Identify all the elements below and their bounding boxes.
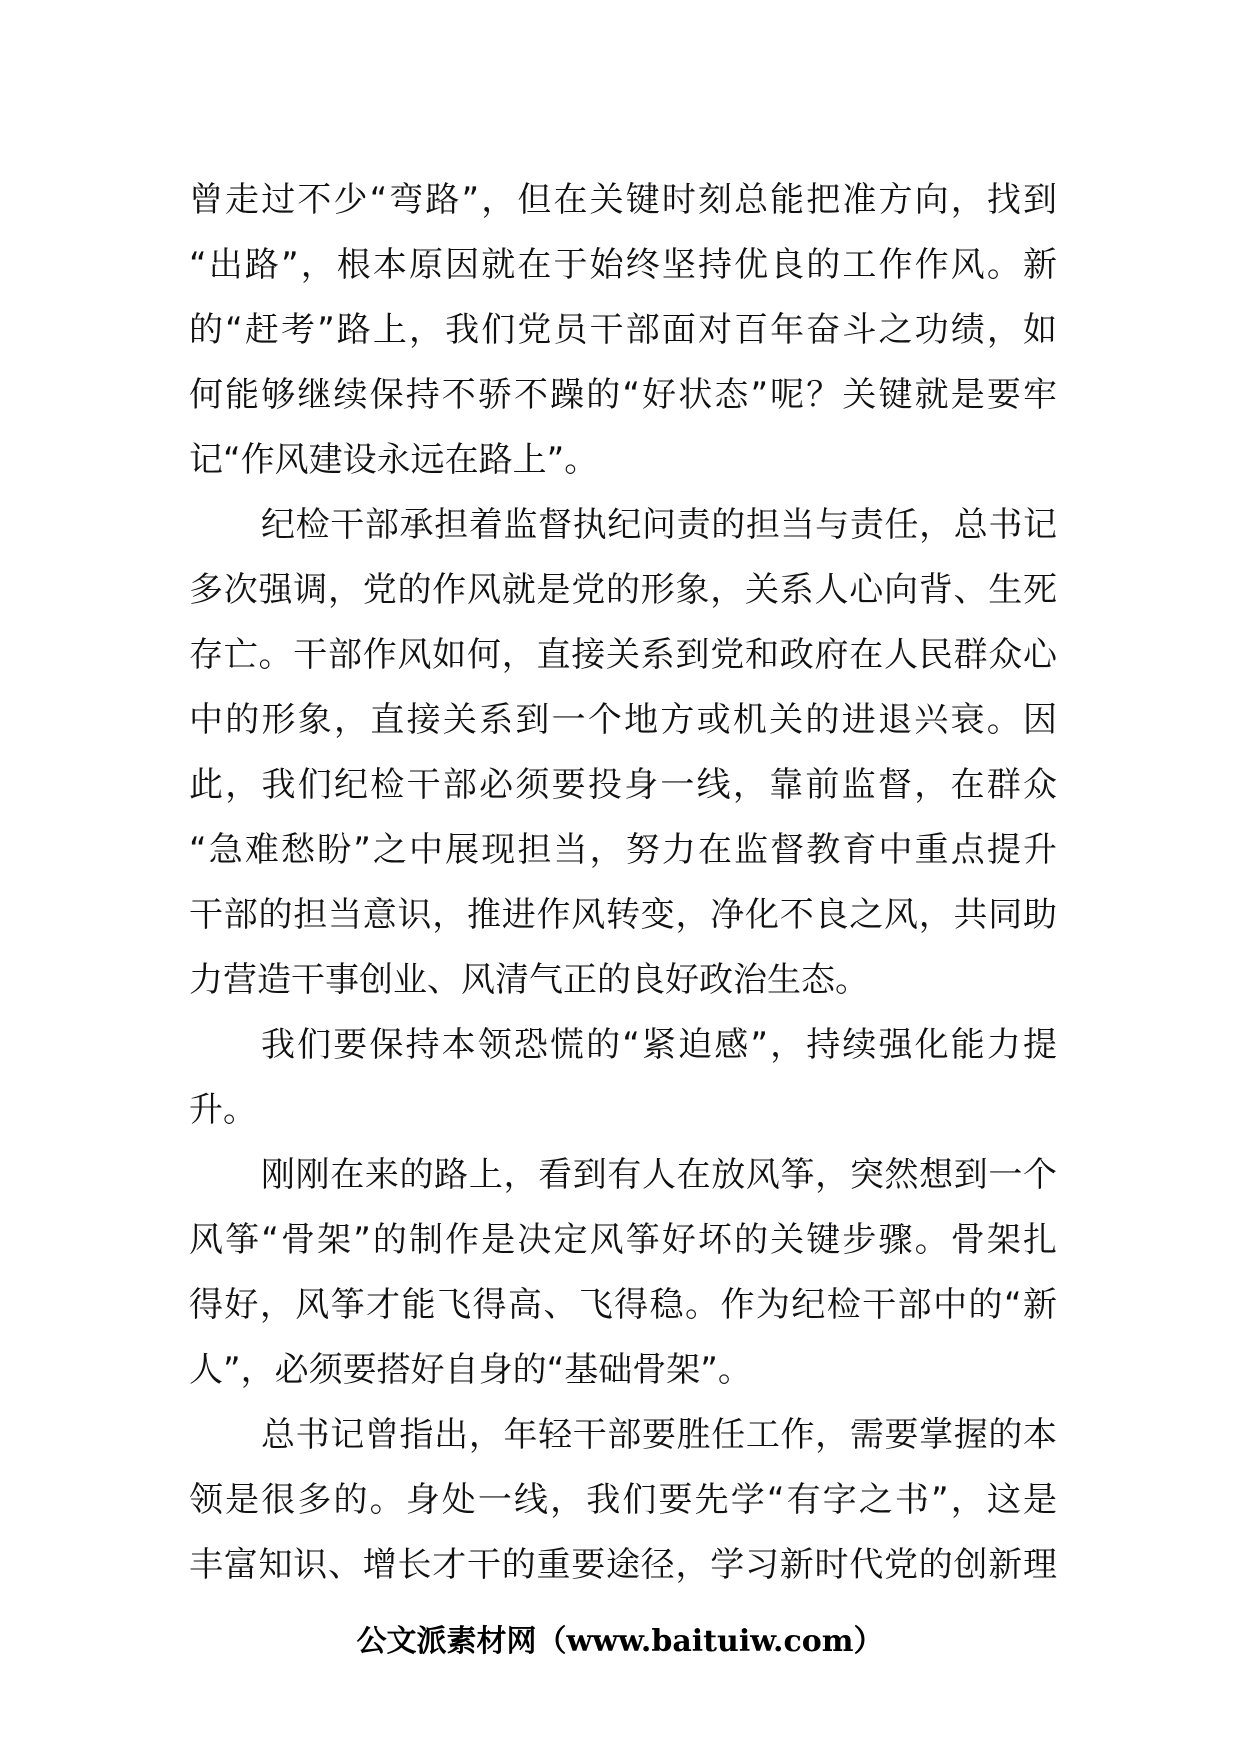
paragraph-3 bbox=[189, 1013, 1057, 1143]
text-line: 的“赶考”路上，我们党员干部面对百年奋斗之功绩，如 bbox=[189, 310, 1057, 350]
text-line: 多次强调，党的作风就是党的形象，关系人心向背、生死 bbox=[189, 570, 1057, 610]
paragraph-4 bbox=[189, 1143, 1057, 1403]
paragraph-5 bbox=[189, 1403, 1057, 1598]
text-line: 存亡。干部作风如何，直接关系到党和政府在人民群众心 bbox=[189, 635, 1057, 675]
text-line: 此，我们纪检干部必须要投身一线，靠前监督，在群众 bbox=[189, 765, 1057, 805]
text-line: 刚刚在来的路上，看到有人在放风筝，突然想到一个 bbox=[261, 1155, 1057, 1195]
text-line: “急难愁盼”之中展现担当，努力在监督教育中重点提升 bbox=[189, 830, 1057, 870]
text-line: 何能够继续保持不骄不躁的“好状态”呢？关键就是要牢 bbox=[189, 375, 1057, 415]
text-line: 得好，风筝才能飞得高、飞得稳。作为纪检干部中的“新 bbox=[189, 1285, 1057, 1325]
text-line: 丰富知识、增长才干的重要途径，学习新时代党的创新理 bbox=[189, 1545, 1057, 1585]
text-line: 升。 bbox=[189, 1090, 257, 1130]
text-line: 人”，必须要搭好自身的“基础骨架”。 bbox=[189, 1350, 752, 1390]
text-line: 力营造干事创业、风清气正的良好政治生态。 bbox=[189, 960, 869, 1000]
text-line: “出路”，根本原因就在于始终坚持优良的工作作风。新 bbox=[189, 245, 1057, 285]
footer-source: 公文派素材网（www.baituiw.com） bbox=[356, 1624, 884, 1659]
text-line: 风筝“骨架”的制作是决定风筝好坏的关键步骤。骨架扎 bbox=[189, 1220, 1057, 1260]
text-line: 纪检干部承担着监督执纪问责的担当与责任，总书记 bbox=[261, 505, 1057, 545]
text-line: 记“作风建设永远在路上”。 bbox=[189, 440, 599, 480]
paragraph-2 bbox=[189, 493, 1057, 1013]
text-line: 我们要保持本领恐慌的“紧迫感”，持续强化能力提 bbox=[261, 1025, 1057, 1065]
document-body bbox=[189, 168, 1057, 1598]
text-line: 领是很多的。身处一线，我们要先学“有字之书”，这是 bbox=[189, 1480, 1057, 1520]
paragraph-1 bbox=[189, 168, 1057, 493]
text-line: 干部的担当意识，推进作风转变，净化不良之风，共同助 bbox=[189, 895, 1057, 935]
text-line: 总书记曾指出，年轻干部要胜任工作，需要掌握的本 bbox=[261, 1415, 1057, 1455]
text-line: 中的形象，直接关系到一个地方或机关的进退兴衰。因 bbox=[189, 700, 1057, 740]
text-line: 曾走过不少“弯路”，但在关键时刻总能把准方向，找到 bbox=[189, 180, 1057, 220]
